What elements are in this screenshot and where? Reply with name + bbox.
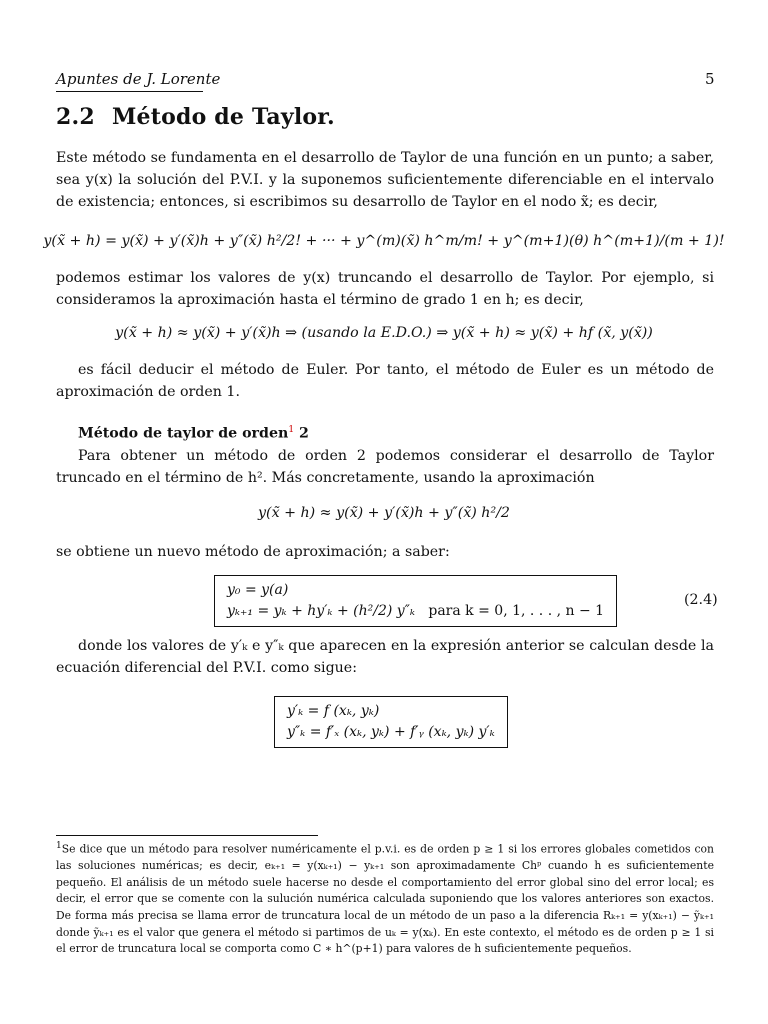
page-number: 5	[705, 70, 715, 88]
footnote-rule	[56, 835, 318, 836]
method-box	[214, 575, 617, 627]
equation-order-2-approx: y(x̃ + h) ≈ y(x̃) + y′(x̃)h + y″(x̃) h²/2	[258, 505, 510, 521]
section-heading	[56, 104, 335, 130]
paragraph-truncation: podemos estimar los valores de y(x) truncando el desarrollo de Taylor. Por ejemplo, si consideramos la aproximación hasta el término de grado 1 en h; es decir,	[56, 270, 714, 308]
paragraph-new-method: se obtiene un nuevo método de aproximación; a saber:	[56, 544, 450, 560]
equation-euler: y(x̃ + h) ≈ y(x̃) + y′(x̃)h ⇒ (usando la E.D.O.) ⇒ y(x̃ + h) ≈ y(x̃) + hf (x̃, y(x̃))	[115, 325, 653, 341]
paragraph-euler-order: es fácil deducir el método de Euler. Por tanto, el método de Euler es un método de aproximación de orden 1.	[56, 362, 714, 400]
footnote-marker[interactable]: 1	[288, 425, 295, 435]
header-underline	[56, 91, 203, 92]
section-title: Método de Taylor.	[112, 104, 335, 130]
section-number: 2.2	[56, 104, 95, 130]
derivative-first: y′ₖ = f (xₖ, yₖ)	[287, 703, 380, 719]
equation-number: (2.4)	[684, 592, 718, 608]
method-recurrence	[227, 601, 604, 622]
method-recurrence-range: para k = 0, 1, . . . , n − 1	[428, 603, 605, 619]
paragraph-derivatives: donde los valores de y′ₖ e y″ₖ que aparecen en la expresión anterior se calculan desde la ecuación diferencial del P.V.I. como sigue:	[56, 638, 714, 676]
subheading-taylor-order-2	[78, 425, 309, 442]
subheading-order: 2	[294, 425, 309, 442]
subheading-text: Método de taylor de orden	[78, 425, 289, 442]
equation-taylor-expansion: y(x̃ + h) = y(x̃) + y′(x̃)h + y″(x̃) h²/2! + ··· + y^(m)(x̃) h^m/m! + y^(m+1)(θ) h^(m+1)/(m + 1)!	[43, 233, 725, 249]
derivative-box	[274, 696, 508, 748]
footnote-text: Se dice que un método para resolver numéricamente el p.v.i. es de orden p ≥ 1 si los errores globales cometidos con las soluciones numéricas; es decir, eₖ₊₁ = y(xₖ₊₁) − yₖ₊₁ son aproximadamente Chᵖ cuando h es suficientemente pequeño. El análisis de un método suele hacerse no desde el comportamiento del error global sino del error local; es decir, el error que se comente con la sulución numérica calculada suponiendo que los valores anteriores son exactos. De forma más precisa se llama error de truncatura local de un método de un paso a la diferencia Rₖ₊₁ = y(xₖ₊₁) − ỹₖ₊₁ donde ỹₖ₊₁ es el valor que genera el método si partimos de uₖ = y(xₖ). En este contexto, el método es de orden p ≥ 1 si el error de truncatura local se comporta como C ∗ h^(p+1) para valores de h suficientemente pequeños.	[56, 842, 714, 956]
footnote-number: 1	[56, 841, 62, 851]
paragraph-order-2: Para obtener un método de orden 2 podemos considerar el desarrollo de Taylor truncado en el término de h². Más concretamente, usando la aproximación	[56, 448, 714, 486]
footnote	[56, 838, 714, 958]
derivative-second: y″ₖ = f′ₓ (xₖ, yₖ) + f′ᵧ (xₖ, yₖ) y′ₖ	[287, 724, 495, 740]
method-initial-value: y₀ = y(a)	[227, 582, 289, 598]
running-title: Apuntes de J. Lorente	[56, 70, 221, 88]
method-recurrence-formula: yₖ₊₁ = yₖ + hy′ₖ + (h²/2) y″ₖ	[227, 603, 416, 619]
paragraph-intro: Este método se fundamenta en el desarrollo de Taylor de una función en un punto; a saber, sea y(x) la solución del P.V.I. y la suponemos suficientemente diferenciable en el intervalo de existencia; entonces, si escribimos su desarrollo de Taylor en el nodo x̃; es decir,	[56, 150, 714, 210]
